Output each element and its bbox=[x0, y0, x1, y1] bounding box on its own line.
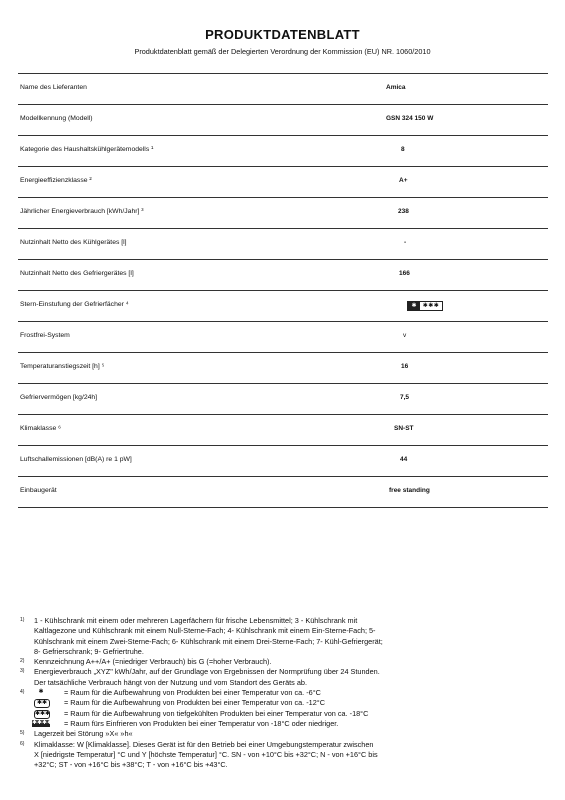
table-row bbox=[18, 105, 548, 136]
footnote-line: +32°C; ST - von +16°C bis +38°C; T - von +16°C bis +43°C. bbox=[34, 760, 228, 770]
footnote-marker: 3) bbox=[20, 668, 25, 675]
footnote-line: X [niedrigste Temperatur] °C und Y [höchste Temperatur] °C. SN - von +10°C bis +32°C; N - von +16°C bis bbox=[34, 749, 378, 759]
footnote-marker: 2) bbox=[20, 658, 25, 665]
table-row bbox=[18, 229, 548, 260]
footnote-line: Lagerzeit bei Störung »X« »h« bbox=[34, 729, 133, 739]
row-value: Amica bbox=[386, 84, 406, 91]
star-legend-text: = Raum für die Aufbewahrung von Produkten bei einer Temperatur von ca. -12°C bbox=[64, 698, 325, 708]
table-row bbox=[18, 477, 548, 508]
table-row bbox=[18, 322, 548, 353]
footnote-4 bbox=[20, 688, 550, 729]
footnote-line: Kaltlagezone und Kühlschrank mit einem Null-Sterne-Fach; 4- Kühlschrank mit einem Ein-Sterne-Fach; 5- bbox=[34, 626, 376, 636]
row-value: GSN 324 150 W bbox=[386, 115, 434, 122]
footnote-line: 1 - Kühlschrank mit einem oder mehreren Lagerfächern für frische Lebensmittel; 3 - Kühlschrank mit bbox=[34, 616, 358, 625]
row-label: Name des Lieferanten bbox=[20, 84, 87, 91]
page-subtitle: Produktdatenblatt gemäß der Delegierten Verordnung der Kommission (EU) NR. 1060/2010 bbox=[134, 47, 431, 56]
page-title: PRODUKTDATENBLATT bbox=[205, 27, 360, 42]
footnote-3 bbox=[20, 667, 550, 688]
table-row bbox=[18, 167, 548, 198]
table-row bbox=[18, 353, 548, 384]
row-label: Temperaturanstiegszeit [h] ⁵ bbox=[20, 363, 105, 370]
star-legend-item bbox=[20, 709, 550, 719]
row-value: SN-ST bbox=[394, 425, 414, 432]
row-value: v bbox=[403, 332, 407, 339]
footnote-line: Energieverbrauch „XYZ" kWh/Jahr, auf der Grundlage von Ergebnissen der Normprüfung über 24 Stunden. bbox=[34, 667, 380, 677]
star-legend-item bbox=[20, 719, 550, 729]
row-label: Nutzinhalt Netto des Kühlgerätes [l] bbox=[20, 239, 127, 246]
row-label: Modellkennung (Modell) bbox=[20, 115, 93, 122]
table-row bbox=[18, 260, 548, 291]
star-legend-item bbox=[20, 688, 550, 698]
row-label: Energieeffizienzklasse ² bbox=[20, 177, 92, 184]
row-label: Frostfrei-System bbox=[20, 332, 70, 339]
footnote-line: Klimaklasse: W [Klimaklasse]. Dieses Gerät ist für den Betrieb bei einer Umgebungstemperatur zwischen bbox=[34, 739, 374, 749]
table-row bbox=[18, 291, 548, 322]
row-label: Kategorie des Haushaltskühlgerätemodells ¹ bbox=[20, 146, 154, 153]
row-value: 16 bbox=[401, 363, 409, 370]
table-row bbox=[18, 74, 548, 105]
two-star-icon: ✱✱ bbox=[34, 699, 50, 708]
table-row bbox=[18, 446, 548, 477]
four-star-icon: ✱✱✱✱ bbox=[32, 719, 53, 726]
row-value: 44 bbox=[400, 456, 408, 463]
star-rating-icon bbox=[407, 301, 443, 311]
star-small-icon: ✱✱✱ bbox=[422, 303, 440, 309]
row-label: Einbaugerät bbox=[20, 487, 57, 494]
footnote-marker: 5) bbox=[20, 730, 25, 737]
row-value: 166 bbox=[399, 270, 410, 277]
footnote-line: Kennzeichnung A++/A+ (=niedriger Verbrauch) bis G (=hoher Verbrauch). bbox=[34, 657, 272, 667]
footnote-5 bbox=[20, 729, 550, 739]
one-star-icon: ✱ bbox=[38, 689, 44, 696]
row-value: 238 bbox=[398, 208, 409, 215]
row-label: Luftschallemissionen [dB(A) re 1 pW] bbox=[20, 456, 132, 463]
footnote-line: Kühlschrank mit einem Zwei-Sterne-Fach; 6- Kühlschrank mit einem Drei-Sterne-Fach; 7- Kühl-Gefriergerät; bbox=[34, 636, 383, 646]
footnote-marker: 4) bbox=[20, 689, 25, 696]
star-big-icon: ✱ bbox=[408, 302, 420, 310]
footnote-line: Der tatsächliche Verbrauch hängt von der Nutzung und vom Standort des Geräts ab. bbox=[34, 677, 307, 687]
row-label: Nutzinhalt Netto des Gefriergerätes [l] bbox=[20, 270, 134, 277]
table-row bbox=[18, 415, 548, 446]
footnote-marker: 6) bbox=[20, 740, 25, 747]
footnotes bbox=[20, 616, 550, 770]
row-label: Klimaklasse ⁶ bbox=[20, 425, 61, 432]
star-legend-text: = Raum für die Aufbewahrung von Produkten bei einer Temperatur von ca. -6°C bbox=[64, 688, 321, 698]
footnote-1 bbox=[20, 616, 550, 657]
footnote-marker: 1) bbox=[20, 617, 25, 623]
row-label: Jährlicher Energieverbrauch [kWh/Jahr] ³ bbox=[20, 208, 144, 215]
footnote-6 bbox=[20, 740, 550, 771]
star-legend-text: = Raum für die Aufbewahrung von tiefgekühlten Produkten bei einer Temperatur von ca. -18°C bbox=[64, 708, 369, 718]
row-value: free standing bbox=[389, 487, 430, 494]
star-legend-text: = Raum fürs Einfrieren von Produkten bei einer Temperatur von -18°C oder niedriger. bbox=[64, 718, 339, 728]
footnote-line: 8- Gefrierschrank; 9- Gefriertruhe. bbox=[34, 646, 144, 656]
row-value: A+ bbox=[399, 177, 408, 184]
table-row bbox=[18, 136, 548, 167]
row-label: Stern-Einstufung der Gefrierfächer ⁴ bbox=[20, 301, 129, 308]
row-value: 7,5 bbox=[400, 394, 410, 401]
table-row bbox=[18, 198, 548, 229]
star-legend-item bbox=[20, 698, 550, 708]
row-label: Gefriervermögen [kg/24h] bbox=[20, 394, 98, 401]
product-data-table bbox=[18, 73, 548, 508]
row-value: - bbox=[404, 239, 407, 246]
three-star-icon: ✱✱✱ bbox=[35, 710, 51, 717]
row-value: 8 bbox=[401, 146, 405, 153]
table-row bbox=[18, 384, 548, 415]
footnote-2 bbox=[20, 657, 550, 667]
